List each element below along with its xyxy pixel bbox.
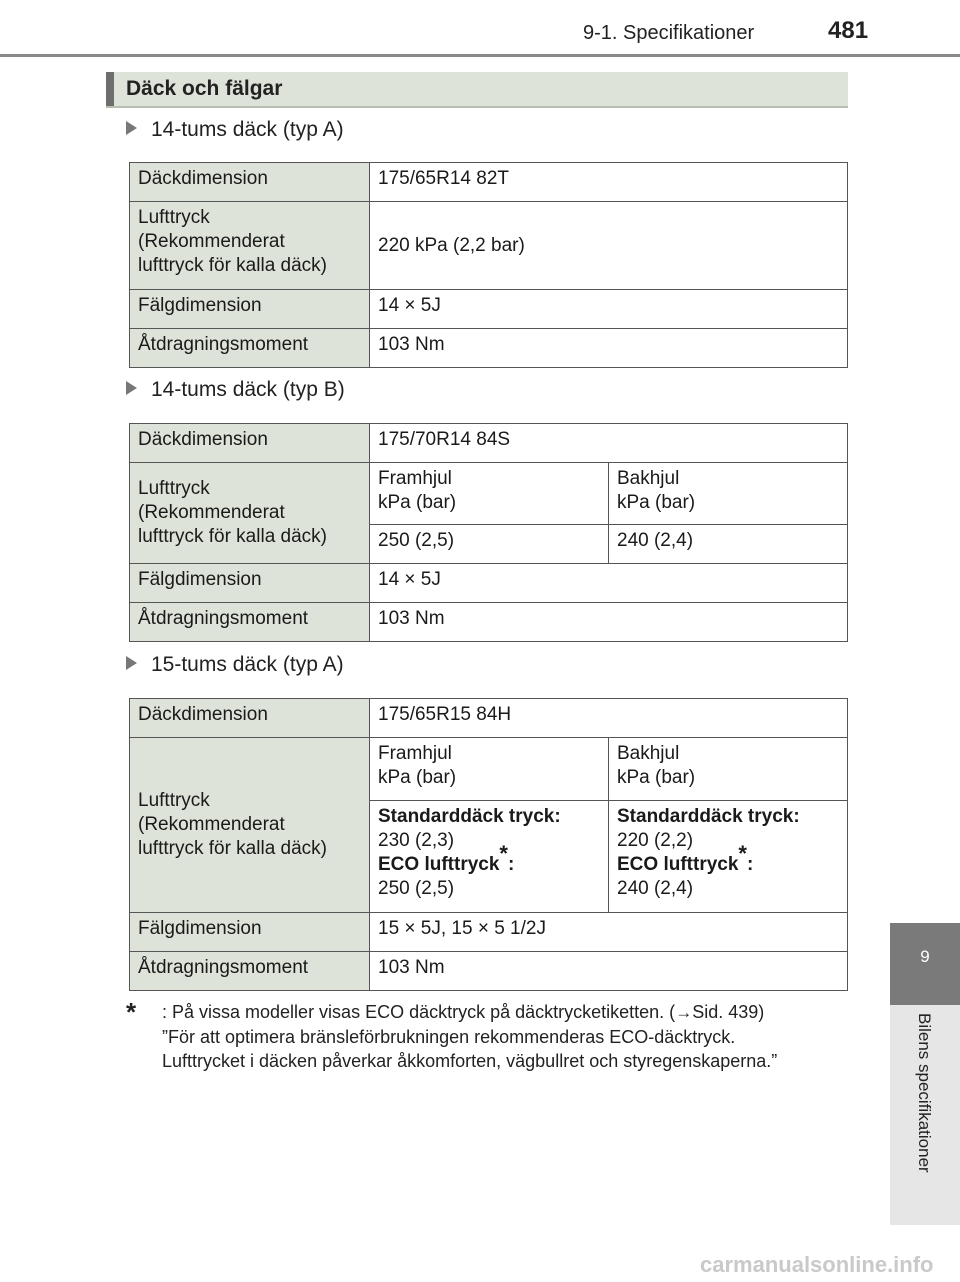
table-value: 103 Nm (370, 603, 848, 642)
spec-table (129, 698, 848, 991)
page-number: 481 (828, 17, 869, 44)
eco-pressure-label: ECO lufttryck (378, 854, 500, 875)
table-key: Fälgdimension (130, 564, 370, 603)
footnote-text: : På vissa modeller visas ECO däcktryck på däcktrycketiketten. ( (162, 1002, 676, 1022)
std-pressure-value: 220 (2,2) (617, 830, 694, 851)
table-value: 250 (2,5) (370, 525, 609, 564)
table-value: 240 (2,4) (609, 525, 848, 564)
footnote-asterisk: * (126, 997, 137, 1027)
table-value: 175/70R14 84S (370, 424, 848, 463)
eco-colon: : (746, 854, 754, 875)
subsection-heading (126, 118, 344, 142)
chapter-number: 9 (920, 947, 930, 966)
page-reference-link[interactable]: Sid. 439) (692, 1002, 765, 1022)
table-key: Fälgdimension (130, 290, 370, 329)
header-divider (0, 54, 960, 57)
table-key: Lufttryck (Rekommenderat lufttryck för kalla däck) (130, 463, 370, 564)
table-value: 175/65R14 82T (370, 163, 848, 202)
section-accent (106, 72, 114, 106)
subsection-heading-text: 15-tums däck (typ A) (151, 653, 344, 676)
triangle-bullet-icon (126, 121, 137, 135)
table-subheader: Bakhjul kPa (bar) (609, 463, 848, 525)
table-value: 14 × 5J (370, 564, 848, 603)
eco-colon: : (507, 854, 515, 875)
pressure-values-rear (609, 801, 848, 913)
arrow-right-icon: → (675, 1003, 693, 1022)
watermark: carmanualsonline.info (700, 1252, 934, 1277)
page-header-title: 9-1. Specifikationer (583, 22, 755, 44)
footnote-line (126, 997, 846, 1027)
footnote-marker: * (738, 840, 747, 866)
section-title: Däck och fälgar (126, 77, 283, 100)
eco-pressure-value: 250 (2,5) (378, 878, 455, 899)
chapter-tab (890, 923, 960, 1005)
table-key: Däckdimension (130, 699, 370, 738)
table-key: Fälgdimension (130, 913, 370, 952)
pressure-values-front (370, 801, 609, 913)
subsection-heading-text: 14-tums däck (typ A) (151, 118, 344, 141)
spec-table (129, 162, 848, 368)
triangle-bullet-icon (126, 381, 137, 395)
footnote (126, 997, 846, 1073)
table-key: Lufttryck (Rekommenderat lufttryck för kalla däck) (130, 202, 370, 290)
table-key: Åtdragningsmoment (130, 329, 370, 368)
table-key: Åtdragningsmoment (130, 952, 370, 991)
table-value: 103 Nm (370, 329, 848, 368)
table-subheader: Bakhjul kPa (bar) (609, 738, 848, 801)
eco-pressure-label: ECO lufttryck (617, 854, 739, 875)
std-pressure-value: 230 (2,3) (378, 830, 455, 851)
footnote-line: ”För att optimera bränsleförbrukningen rekommenderas ECO-däcktryck. (162, 1027, 736, 1047)
footnote-line: Lufttrycket i däcken påverkar åkkomforten, vägbullret och styregenskaperna.” (162, 1051, 778, 1071)
std-pressure-label: Standarddäck tryck: (378, 806, 561, 827)
subsection-heading-text: 14-tums däck (typ B) (151, 378, 345, 401)
section-header (106, 72, 848, 108)
subsection-heading (126, 653, 344, 677)
subsection-heading (126, 378, 345, 402)
footnote-marker: * (499, 840, 508, 866)
chapter-side-label (890, 1005, 960, 1225)
table-value: 15 × 5J, 15 × 5 1/2J (370, 913, 848, 952)
table-value: 103 Nm (370, 952, 848, 991)
triangle-bullet-icon (126, 656, 137, 670)
table-subheader: Framhjul kPa (bar) (370, 463, 609, 525)
table-key: Lufttryck (Rekommenderat lufttryck för kalla däck) (130, 738, 370, 913)
table-key: Däckdimension (130, 163, 370, 202)
table-value: 175/65R15 84H (370, 699, 848, 738)
table-subheader: Framhjul kPa (bar) (370, 738, 609, 801)
eco-pressure-value: 240 (2,4) (617, 878, 694, 899)
table-value: 220 kPa (2,2 bar) (370, 202, 848, 290)
table-value: 14 × 5J (370, 290, 848, 329)
spec-table (129, 423, 848, 642)
chapter-label: Bilens specifikationer (915, 1013, 934, 1173)
table-key: Åtdragningsmoment (130, 603, 370, 642)
table-key: Däckdimension (130, 424, 370, 463)
std-pressure-label: Standarddäck tryck: (617, 806, 800, 827)
